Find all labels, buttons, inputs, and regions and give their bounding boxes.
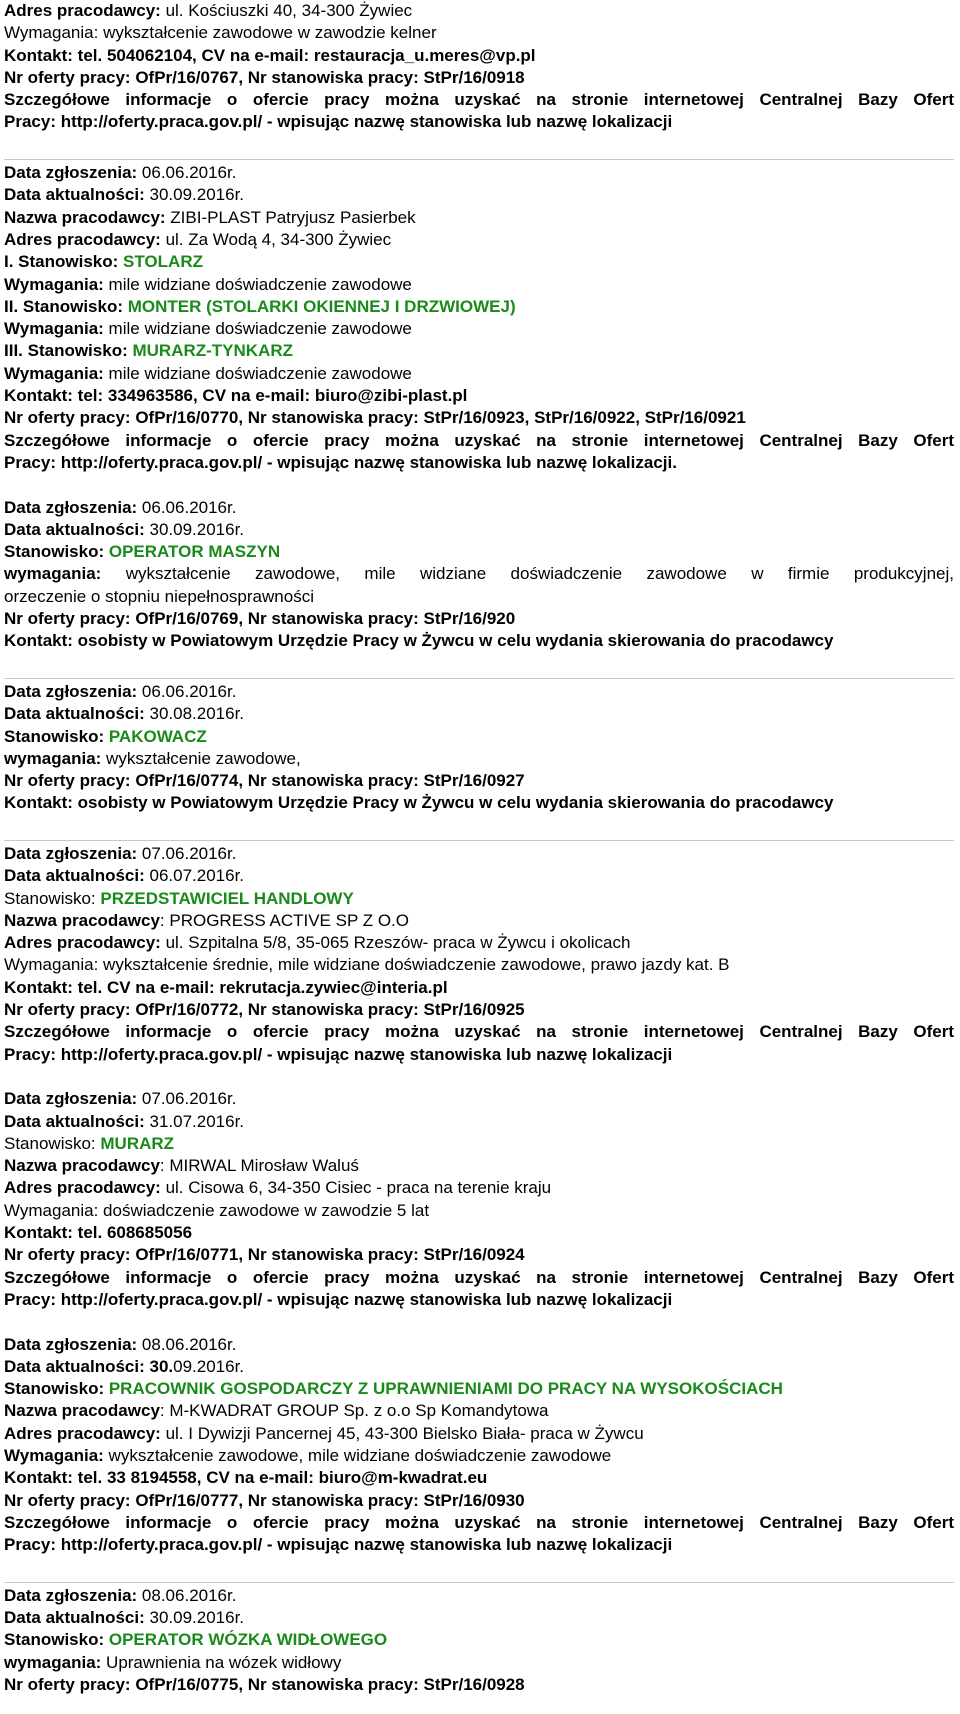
employer-address: Adres pracodawcy: ul. Szpitalna 5/8, 35-065 Rzeszów- praca w Żywcu i okolicach xyxy=(4,933,631,953)
details-info-line-2: Pracy: http://oferty.praca.gov.pl/ - wpisując nazwę stanowiska lub nazwę lokalizacji. xyxy=(4,452,677,472)
submission-date: Data zgłoszenia: 06.06.2016r. xyxy=(4,681,237,701)
details-info-line-1: Szczegółowe informacje o ofercie pracy można uzyskać na stronie internetowej Centralnej Bazy Ofert xyxy=(4,90,954,110)
details-info-line-1: Szczegółowe informacje o ofercie pracy można uzyskać na stronie internetowej Centralnej Bazy Ofert xyxy=(4,430,954,450)
offer-number: Nr oferty pracy: OfPr/16/0770, Nr stanowiska pracy: StPr/16/0923, StPr/16/0922, StPr/16/0921 xyxy=(4,408,746,428)
requirements: wymagania: Uprawnienia na wózek widłowy xyxy=(4,1652,342,1672)
requirements-1: Wymagania: mile widziane doświadczenie zawodowe xyxy=(4,274,412,294)
divider xyxy=(4,159,954,160)
validity-date: Data aktualności: 30.09.2016r. xyxy=(4,1356,245,1376)
position: Stanowisko: PRACOWNIK GOSPODARCZY Z UPRAWNIENIAMI DO PRACY NA WYSOKOŚCIACH xyxy=(4,1379,783,1399)
offer-number: Nr oferty pracy: OfPr/16/0772, Nr stanowiska pracy: StPr/16/0925 xyxy=(4,1000,525,1020)
requirements-line-1: wymagania: wykształcenie zawodowe, mile widziane doświadczenie zawodowe w firmie produkcyjnej, xyxy=(4,564,954,584)
employer-name: Nazwa pracodawcy: PROGRESS ACTIVE SP Z O.O xyxy=(4,910,409,930)
contact: Kontakt: tel. 33 8194558, CV na e-mail: biuro@m-kwadrat.eu xyxy=(4,1468,488,1488)
employer-name: Nazwa pracodawcy: MIRWAL Mirosław Waluś xyxy=(4,1156,359,1176)
validity-date: Data aktualności: 30.08.2016r. xyxy=(4,704,245,724)
validity-date: Data aktualności: 30.09.2016r. xyxy=(4,519,245,539)
position-1: I. Stanowisko: STOLARZ xyxy=(4,252,203,272)
offer-number: Nr oferty pracy: OfPr/16/0769, Nr stanowiska pracy: StPr/16/920 xyxy=(4,609,516,629)
validity-date: Data aktualności: 30.09.2016r. xyxy=(4,185,245,205)
details-info-line-1: Szczegółowe informacje o ofercie pracy można uzyskać na stronie internetowej Centralnej Bazy Ofert xyxy=(4,1512,954,1532)
requirements-3: Wymagania: mile widziane doświadczenie zawodowe xyxy=(4,363,412,383)
offer-number: Nr oferty pracy: OfPr/16/0767, Nr stanowiska pracy: StPr/16/0918 xyxy=(4,67,525,87)
job-offers-document xyxy=(4,0,954,1696)
details-info-line-1: Szczegółowe informacje o ofercie pracy można uzyskać na stronie internetowej Centralnej Bazy Ofert xyxy=(4,1022,954,1042)
employer-name: Nazwa pracodawcy: ZIBI-PLAST Patryjusz Pasierbek xyxy=(4,207,416,227)
position: Stanowisko: PRZEDSTAWICIEL HANDLOWY xyxy=(4,888,354,908)
requirements-2: Wymagania: mile widziane doświadczenie zawodowe xyxy=(4,319,412,339)
details-info-line-2: Pracy: http://oferty.praca.gov.pl/ - wpisując nazwę stanowiska lub nazwę lokalizacji xyxy=(4,112,673,132)
offer-operator-maszyn xyxy=(4,497,954,653)
offer-kelner-tail xyxy=(4,0,954,134)
position-3: III. Stanowisko: MURARZ-TYNKARZ xyxy=(4,341,294,361)
divider xyxy=(4,840,954,841)
submission-date: Data zgłoszenia: 08.06.2016r. xyxy=(4,1585,237,1605)
employer-address: Adres pracodawcy: ul. Za Wodą 4, 34-300 Żywiec xyxy=(4,229,392,249)
offer-pracownik-gospodarczy xyxy=(4,1334,954,1557)
position: Stanowisko: PAKOWACZ xyxy=(4,726,207,746)
position-2: II. Stanowisko: MONTER (STOLARKI OKIENNEJ I DRZWIOWEJ) xyxy=(4,296,516,316)
details-info-line-1: Szczegółowe informacje o ofercie pracy można uzyskać na stronie internetowej Centralnej Bazy Ofert xyxy=(4,1267,954,1287)
contact: Kontakt: tel. 504062104, CV na e-mail: restauracja_u.meres@vp.pl xyxy=(4,45,536,65)
validity-date: Data aktualności: 30.09.2016r. xyxy=(4,1608,245,1628)
submission-date: Data zgłoszenia: 08.06.2016r. xyxy=(4,1334,237,1354)
details-info-line-2: Pracy: http://oferty.praca.gov.pl/ - wpisując nazwę stanowiska lub nazwę lokalizacji xyxy=(4,1535,673,1555)
employer-address: Adres pracodawcy: ul. I Dywizji Pancernej 45, 43-300 Bielsko Biała- praca w Żywcu xyxy=(4,1423,644,1443)
offer-zibi-plast xyxy=(4,162,954,474)
position: Stanowisko: OPERATOR MASZYN xyxy=(4,542,281,562)
divider xyxy=(4,1582,954,1583)
offer-number: Nr oferty pracy: OfPr/16/0777, Nr stanowiska pracy: StPr/16/0930 xyxy=(4,1490,525,1510)
contact: Kontakt: tel: 334963586, CV na e-mail: biuro@zibi-plast.pl xyxy=(4,386,468,406)
requirements: Wymagania: doświadczenie zawodowe w zawodzie 5 lat xyxy=(4,1200,430,1220)
contact: Kontakt: osobisty w Powiatowym Urzędzie Pracy w Żywcu w celu wydania skierowania do pracodawcy xyxy=(4,793,834,813)
validity-date: Data aktualności: 31.07.2016r. xyxy=(4,1111,245,1131)
position: Stanowisko: OPERATOR WÓZKA WIDŁOWEGO xyxy=(4,1630,388,1650)
details-info-line-2: Pracy: http://oferty.praca.gov.pl/ - wpisując nazwę stanowiska lub nazwę lokalizacji xyxy=(4,1289,673,1309)
requirements: wymagania: wykształcenie zawodowe, xyxy=(4,748,301,768)
divider xyxy=(4,678,954,679)
employer-address: Adres pracodawcy: ul. Cisowa 6, 34-350 Cisiec - praca na terenie kraju xyxy=(4,1178,552,1198)
requirements-line-2: orzeczenie o stopniu niepełnosprawności xyxy=(4,586,314,606)
offer-przedstawiciel-handlowy xyxy=(4,843,954,1066)
offer-pakowacz xyxy=(4,681,954,815)
submission-date: Data zgłoszenia: 07.06.2016r. xyxy=(4,1089,237,1109)
submission-date: Data zgłoszenia: 06.06.2016r. xyxy=(4,163,237,183)
offer-murarz xyxy=(4,1088,954,1311)
contact: Kontakt: osobisty w Powiatowym Urzędzie Pracy w Żywcu w celu wydania skierowania do pracodawcy xyxy=(4,631,834,651)
contact: Kontakt: tel. CV na e-mail: rekrutacja.zywiec@interia.pl xyxy=(4,977,448,997)
position: Stanowisko: MURARZ xyxy=(4,1133,175,1153)
validity-date: Data aktualności: 06.07.2016r. xyxy=(4,866,245,886)
requirements: Wymagania: wykształcenie zawodowe, mile widziane doświadczenie zawodowe xyxy=(4,1446,612,1465)
offer-number: Nr oferty pracy: OfPr/16/0775, Nr stanowiska pracy: StPr/16/0928 xyxy=(4,1674,525,1694)
submission-date: Data zgłoszenia: 06.06.2016r. xyxy=(4,497,237,517)
offer-number: Nr oferty pracy: OfPr/16/0774, Nr stanowiska pracy: StPr/16/0927 xyxy=(4,771,525,791)
submission-date: Data zgłoszenia: 07.06.2016r. xyxy=(4,843,237,863)
offer-number: Nr oferty pracy: OfPr/16/0771, Nr stanowiska pracy: StPr/16/0924 xyxy=(4,1245,525,1265)
requirements: Wymagania: wykształcenie zawodowe w zawodzie kelner xyxy=(4,23,437,43)
employer-address: Adres pracodawcy: ul. Kościuszki 40, 34-300 Żywiec xyxy=(4,1,413,20)
employer-name: Nazwa pracodawcy: M-KWADRAT GROUP Sp. z o.o Sp Komandytowa xyxy=(4,1401,549,1421)
details-info-line-2: Pracy: http://oferty.praca.gov.pl/ - wpisując nazwę stanowiska lub nazwę lokalizacji xyxy=(4,1044,673,1064)
offer-operator-wozka xyxy=(4,1585,954,1696)
requirements: Wymagania: wykształcenie średnie, mile widziane doświadczenie zawodowe, prawo jazdy kat. B xyxy=(4,955,730,975)
contact: Kontakt: tel. 608685056 xyxy=(4,1223,193,1243)
